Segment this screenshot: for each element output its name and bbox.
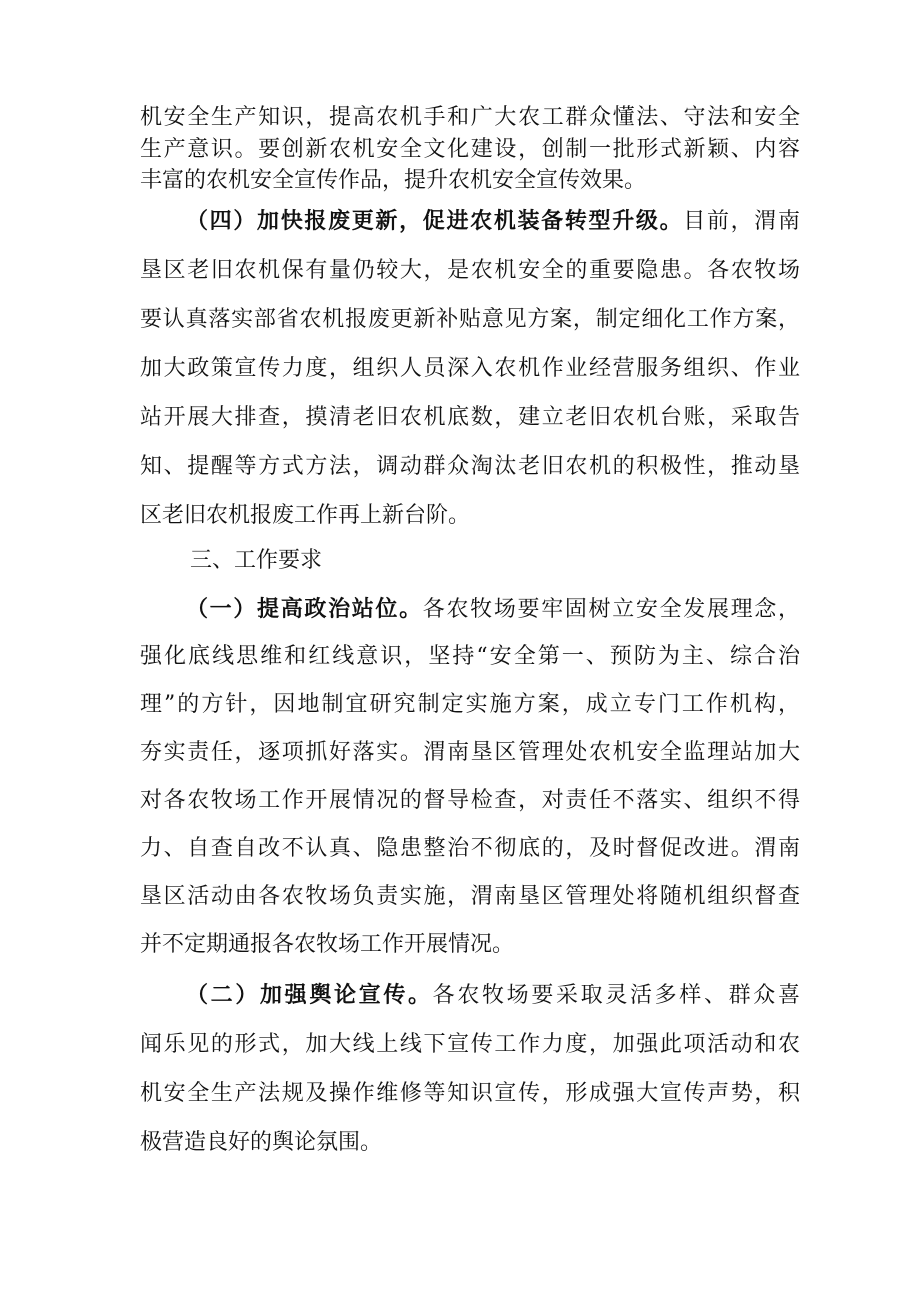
para3-label: （一）提高政治站位。: [186, 596, 423, 622]
para3-line-8: 并不定期通报各农牧场工作开展情况。: [140, 932, 515, 957]
para1-line-3: 丰富的农机安全宣传作品，提升农机安全宣传效果。: [140, 168, 647, 193]
section-heading: 三、工作要求: [190, 548, 323, 573]
para4-label: （二）加强舆论宣传。: [186, 982, 433, 1008]
para2-first-rest: 目前，渭南: [683, 209, 800, 234]
para4-first-rest: 各农牧场要采取灵活多样、群众喜: [432, 983, 800, 1008]
para2-label: （四）加快报废更新，促进农机装备转型升级。: [186, 208, 684, 234]
para3-first-line: [186, 594, 800, 625]
para1-line-1: 机安全生产知识，提高农机手和广大农工群众懂法、守法和安全: [140, 105, 800, 130]
para3-line-7: 垦区活动由各农牧场负责实施，渭南垦区管理处将随机组织督查: [140, 884, 800, 909]
para3-line-6: 力、自查自改不认真、隐患整治不彻底的，及时督促改进。渭南: [140, 836, 800, 861]
para2-line-2: 垦区老旧农机保有量仍较大，是农机安全的重要隐患。各农牧场: [140, 258, 800, 283]
para4-line-2: 闻乐见的形式，加大线上线下宣传工作力度，加强此项活动和农: [140, 1032, 800, 1057]
para3-first-rest: 各农牧场要牢固树立安全发展理念，: [422, 597, 800, 622]
para2-line-4: 加大政策宣传力度，组织人员深入农机作业经营服务组织、作业: [140, 356, 800, 381]
para2-line-6: 知、提醒等方式方法，调动群众淘汰老旧农机的积极性，推动垦: [140, 454, 800, 479]
para3-line-5: 对各农牧场工作开展情况的督导检查，对责任不落实、组织不得: [140, 788, 800, 813]
para2-line-7: 区老旧农机报废工作再上新台阶。: [140, 503, 471, 528]
para3-line-2: 强化底线思维和红线意识，坚持“安全第一、预防为主、综合治: [140, 644, 800, 669]
para2-line-5: 站开展大排查，摸清老旧农机底数，建立老旧农机台账，采取告: [140, 405, 800, 430]
para3-line-4: 夯实责任，逐项抓好落实。渭南垦区管理处农机安全监理站加大: [140, 740, 800, 765]
para2-first-line: [186, 206, 800, 237]
para4-first-line: [186, 980, 800, 1011]
para2-line-3: 要认真落实部省农机报废更新补贴意见方案，制定细化工作方案，: [140, 307, 800, 332]
para3-line-3: 理”的方针，因地制宜研究制定实施方案，成立专门工作机构，: [140, 692, 800, 717]
para4-line-4: 极营造良好的舆论氛围。: [140, 1130, 383, 1155]
para1-line-2: 生产意识。要创新农机安全文化建设，创制一批形式新颖、内容: [140, 137, 800, 162]
para4-line-3: 机安全生产法规及操作维修等知识宣传，形成强大宣传声势，积: [140, 1081, 800, 1106]
